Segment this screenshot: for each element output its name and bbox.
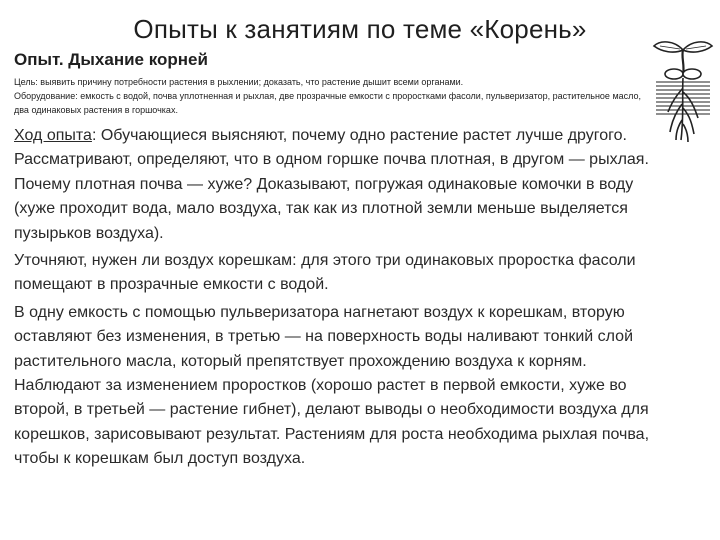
goal-text: Цель: выявить причину потребности растения в рыхлении; доказать, что растение дышит всеми органами. [14,77,464,87]
procedure-body [14,124,664,475]
equipment-text: Оборудование: емкость с водой, почва уплотненная и рыхлая, две прозрачные емкости с проростками фасоли, пульверизатор, растительное масло, два одинаковых растения в горшочках. [14,91,641,115]
procedure-paragraph-3: В одну емкость с помощью пульверизатора нагнетают воздух к корешкам, вторую оставляют без изменения, в третью — на поверхность воды наливают тонкий слой растительного масла, который препятствует прохождению воздуха к корням. Наблюдают за изменением проростков (хорошо растет в первой емкости, хуже во второй, в третьей — растение гибнет), делают выводы о необходимости воздуха для корешков, зарисовывают результат. Растениям для роста необходима рыхлая почва, чтобы к корешкам был доступ воздуха. [14,303,650,468]
procedure-paragraph-1 [14,124,664,246]
experiment-subtitle: Опыт. Дыхание корней [14,50,208,69]
slide-title: Опыты к занятиям по теме «Корень» [133,14,587,44]
sprout-in-soil-icon [650,36,716,144]
procedure-text: : Обучающиеся выясняют, почему одно растение растет лучше другого. Рассматривают, определяют, что в одном горшке почва плотная, в другом — рыхлая. Почему плотная почва — хуже? Доказывают, погружая одинаковые комочки в воду (хуже проходит вода, мало воздуха, так как из плотной земли меньше выделяется пузырьков воздуха). [14,127,649,242]
procedure-lead: Ход опыта [14,127,92,144]
procedure-paragraph-2: Уточняют, нужен ли воздух корешкам: для этого три одинаковых проростка фасоли помещают в прозрачные емкости с водой. [14,252,636,294]
